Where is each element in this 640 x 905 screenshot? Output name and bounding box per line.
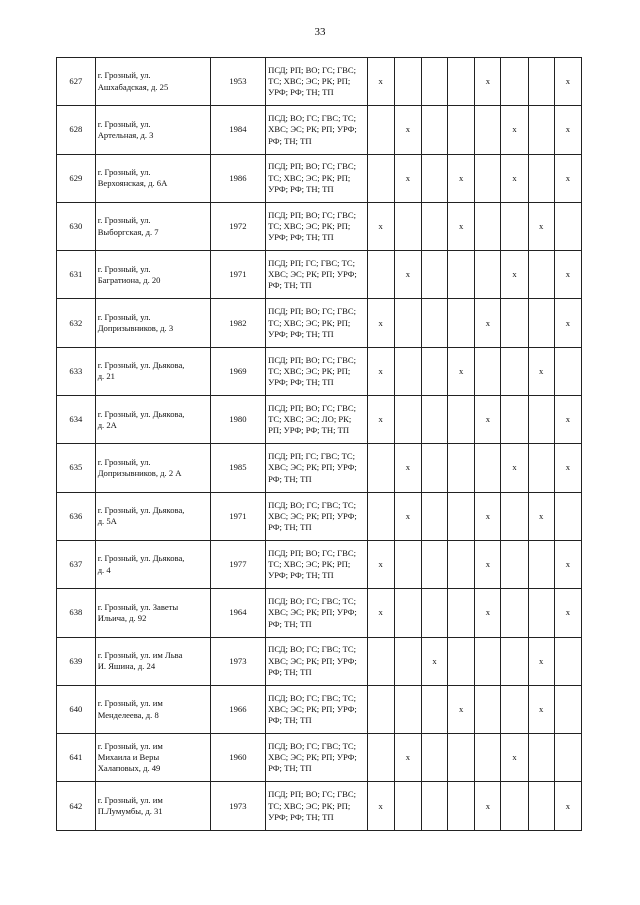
mark-cell	[394, 396, 421, 444]
works-cell: ПСД; РП; ВО; ГС; ГВС; ТС; ХВС; ЭС; РК; РП; УРФ; РФ; ТН; ТП	[266, 58, 367, 106]
address-line: Ильича, д. 92	[97, 612, 147, 623]
mark-cell: x	[448, 154, 475, 202]
mark-cell	[421, 347, 447, 395]
mark-cell	[448, 251, 475, 299]
works-cell: ПСД; РП; ГС; ГВС; ТС; ХВС; ЭС; РК; РП; УРФ; РФ; ТН; ТП	[266, 444, 367, 492]
row-number: 634	[57, 396, 96, 444]
year-cell: 1984	[210, 106, 265, 154]
mark-cell	[554, 492, 581, 540]
mark-cell	[448, 540, 475, 588]
works-cell: ПСД; ВО; ГС; ГВС; ТС; ХВС; ЭС; РК; РП; УРФ; РФ; ТН; ТП	[266, 589, 367, 637]
mark-cell	[367, 492, 394, 540]
mark-cell: x	[367, 396, 394, 444]
mark-cell	[475, 251, 501, 299]
mark-cell	[448, 106, 475, 154]
mark-cell: x	[501, 106, 528, 154]
mark-cell	[501, 589, 528, 637]
mark-cell	[501, 202, 528, 250]
address-cell	[95, 734, 210, 782]
table-body	[57, 58, 582, 831]
mark-cell	[448, 58, 475, 106]
year-cell: 1960	[210, 734, 265, 782]
mark-cell: x	[475, 492, 501, 540]
mark-cell	[528, 106, 554, 154]
works-cell: ПСД; ВО; ГС; ГВС; ТС; ХВС; ЭС; РК; РП; УРФ; РФ; ТН; ТП	[266, 106, 367, 154]
year-cell: 1964	[210, 589, 265, 637]
address-line: г. Грозный, ул. Дьякова,	[97, 408, 185, 419]
mark-cell	[421, 299, 447, 347]
address-line: г. Грозный, ул.	[97, 118, 151, 129]
mark-cell	[394, 685, 421, 733]
address-line: г. Грозный, ул.	[97, 311, 151, 322]
mark-cell	[367, 637, 394, 685]
mark-cell	[448, 637, 475, 685]
year-cell: 1969	[210, 347, 265, 395]
mark-cell: x	[367, 782, 394, 830]
mark-cell: x	[528, 637, 554, 685]
row-number: 635	[57, 444, 96, 492]
works-cell: ПСД; РП; ВО; ГС; ГВС; ТС; ХВС; ЭС; РК; РП; УРФ; РФ; ТН; ТП	[266, 299, 367, 347]
row-number: 632	[57, 299, 96, 347]
works-cell: ПСД; РП; ВО; ГС; ГВС; ТС; ХВС; ЭС; РК; РП; УРФ; РФ; ТН; ТП	[266, 540, 367, 588]
mark-cell	[448, 396, 475, 444]
mark-cell	[367, 106, 394, 154]
address-line: Ашхабадская, д. 25	[97, 81, 169, 92]
mark-cell: x	[554, 58, 581, 106]
row-number: 641	[57, 734, 96, 782]
register-table	[56, 57, 582, 831]
mark-cell: x	[448, 685, 475, 733]
address-cell	[95, 637, 210, 685]
mark-cell: x	[394, 106, 421, 154]
mark-cell	[501, 299, 528, 347]
mark-cell	[421, 444, 447, 492]
mark-cell	[394, 347, 421, 395]
works-cell: ПСД; РП; ВО; ГС; ГВС; ТС; ХВС; ЭС; РК; РП; УРФ; РФ; ТН; ТП	[266, 782, 367, 830]
address-line: г. Грозный, ул.	[97, 167, 151, 178]
table-row	[57, 540, 582, 588]
mark-cell: x	[554, 106, 581, 154]
mark-cell	[367, 154, 394, 202]
year-cell: 1966	[210, 685, 265, 733]
address-line: Халаповых, д. 49	[97, 763, 161, 774]
address-line: Допризывников, д. 2 А	[97, 468, 182, 479]
address-line: Артельная, д. 3	[97, 129, 154, 140]
mark-cell	[421, 734, 447, 782]
mark-cell: x	[394, 492, 421, 540]
mark-cell: x	[528, 685, 554, 733]
address-cell	[95, 685, 210, 733]
mark-cell	[394, 637, 421, 685]
mark-cell: x	[448, 347, 475, 395]
table-row	[57, 444, 582, 492]
row-number: 628	[57, 106, 96, 154]
mark-cell	[475, 202, 501, 250]
mark-cell	[501, 685, 528, 733]
works-cell: ПСД; ВО; ГС; ГВС; ТС; ХВС; ЭС; РК; РП; УРФ; РФ; ТН; ТП	[266, 637, 367, 685]
mark-cell	[394, 782, 421, 830]
address-line: д. 21	[97, 371, 115, 382]
address-line: д. 4	[97, 564, 111, 575]
address-line: г. Грозный, ул. Дьякова,	[97, 360, 185, 371]
address-line: Выборгская, д. 7	[97, 226, 159, 237]
address-cell	[95, 202, 210, 250]
mark-cell	[554, 202, 581, 250]
year-cell: 1971	[210, 251, 265, 299]
mark-cell	[528, 782, 554, 830]
mark-cell: x	[528, 492, 554, 540]
row-number: 633	[57, 347, 96, 395]
mark-cell: x	[394, 734, 421, 782]
row-number: 629	[57, 154, 96, 202]
row-number: 639	[57, 637, 96, 685]
row-number: 638	[57, 589, 96, 637]
mark-cell	[421, 685, 447, 733]
mark-cell: x	[528, 347, 554, 395]
address-line: П.Лумумбы, д. 31	[97, 806, 163, 817]
address-cell	[95, 299, 210, 347]
mark-cell	[475, 106, 501, 154]
address-cell	[95, 444, 210, 492]
mark-cell	[367, 685, 394, 733]
mark-cell	[475, 154, 501, 202]
mark-cell: x	[475, 782, 501, 830]
mark-cell	[421, 492, 447, 540]
address-cell	[95, 782, 210, 830]
works-cell: ПСД; ВО; ГС; ГВС; ТС; ХВС; ЭС; РК; РП; УРФ; РФ; ТН; ТП	[266, 734, 367, 782]
table-row	[57, 202, 582, 250]
table-row	[57, 734, 582, 782]
mark-cell: x	[475, 58, 501, 106]
mark-cell: x	[367, 540, 394, 588]
address-cell	[95, 251, 210, 299]
mark-cell: x	[554, 299, 581, 347]
works-cell: ПСД; РП; ВО; ГС; ГВС; ТС; ХВС; ЭС; РК; РП; УРФ; РФ; ТН; ТП	[266, 154, 367, 202]
mark-cell	[528, 540, 554, 588]
address-cell	[95, 154, 210, 202]
mark-cell	[501, 540, 528, 588]
year-cell: 1953	[210, 58, 265, 106]
mark-cell: x	[554, 589, 581, 637]
mark-cell: x	[448, 202, 475, 250]
address-line: г. Грозный, ул.	[97, 263, 151, 274]
mark-cell	[448, 782, 475, 830]
mark-cell	[554, 685, 581, 733]
table-row	[57, 637, 582, 685]
mark-cell	[394, 202, 421, 250]
year-cell: 1985	[210, 444, 265, 492]
year-cell: 1971	[210, 492, 265, 540]
mark-cell: x	[501, 444, 528, 492]
mark-cell: x	[501, 251, 528, 299]
mark-cell	[421, 106, 447, 154]
mark-cell	[501, 782, 528, 830]
address-cell	[95, 540, 210, 588]
address-line: г. Грозный, ул. Дьякова,	[97, 505, 185, 516]
table-row	[57, 251, 582, 299]
mark-cell	[448, 734, 475, 782]
address-cell	[95, 58, 210, 106]
works-cell: ПСД; РП; ВО; ГС; ГВС; ТС; ХВС; ЭС; ЛО; РК; РП; УРФ; РФ; ТН; ТП	[266, 396, 367, 444]
mark-cell: x	[528, 202, 554, 250]
year-cell: 1973	[210, 637, 265, 685]
row-number: 630	[57, 202, 96, 250]
address-line: г. Грозный, ул. им Льва	[97, 650, 183, 660]
address-cell	[95, 347, 210, 395]
table-row	[57, 154, 582, 202]
table-row	[57, 782, 582, 830]
address-line: г. Грозный, ул. им	[97, 698, 163, 709]
mark-cell	[528, 396, 554, 444]
mark-cell: x	[501, 154, 528, 202]
row-number: 642	[57, 782, 96, 830]
mark-cell	[394, 58, 421, 106]
address-cell	[95, 106, 210, 154]
mark-cell	[501, 492, 528, 540]
works-cell: ПСД; ВО; ГС; ГВС; ТС; ХВС; ЭС; РК; РП; УРФ; РФ; ТН; ТП	[266, 492, 367, 540]
mark-cell: x	[554, 540, 581, 588]
mark-cell: x	[367, 347, 394, 395]
table-row	[57, 589, 582, 637]
mark-cell	[394, 540, 421, 588]
mark-cell	[394, 589, 421, 637]
mark-cell: x	[394, 444, 421, 492]
mark-cell	[475, 637, 501, 685]
year-cell: 1982	[210, 299, 265, 347]
mark-cell	[367, 444, 394, 492]
row-number: 637	[57, 540, 96, 588]
year-cell: 1977	[210, 540, 265, 588]
address-line: д. 5А	[97, 516, 117, 527]
mark-cell	[367, 251, 394, 299]
mark-cell	[554, 637, 581, 685]
mark-cell	[528, 251, 554, 299]
mark-cell	[421, 251, 447, 299]
address-line: Михаила и Веры	[97, 752, 160, 763]
mark-cell	[475, 444, 501, 492]
address-cell	[95, 492, 210, 540]
mark-cell: x	[554, 154, 581, 202]
table-row	[57, 106, 582, 154]
mark-cell	[448, 589, 475, 637]
mark-cell: x	[394, 154, 421, 202]
page-number: 33	[314, 26, 326, 38]
row-number: 636	[57, 492, 96, 540]
table-row	[57, 58, 582, 106]
address-line: Багратиона, д. 20	[97, 274, 161, 285]
address-line: г. Грозный, ул.	[97, 70, 151, 81]
mark-cell: x	[421, 637, 447, 685]
address-line: Допризывников, д. 3	[97, 323, 174, 334]
address-line: Верхоянская, д. 6А	[97, 178, 168, 189]
mark-cell	[421, 202, 447, 250]
mark-cell: x	[394, 251, 421, 299]
mark-cell: x	[501, 734, 528, 782]
works-cell: ПСД; РП; ВО; ГС; ГВС; ТС; ХВС; ЭС; РК; РП; УРФ; РФ; ТН; ТП	[266, 347, 367, 395]
mark-cell: x	[367, 58, 394, 106]
address-line: г. Грозный, ул. им	[97, 794, 163, 805]
row-number: 627	[57, 58, 96, 106]
mark-cell: x	[367, 299, 394, 347]
address-line: г. Грозный, ул.	[97, 215, 151, 226]
mark-cell	[421, 154, 447, 202]
mark-cell	[501, 58, 528, 106]
year-cell: 1986	[210, 154, 265, 202]
mark-cell: x	[475, 396, 501, 444]
year-cell: 1980	[210, 396, 265, 444]
row-number: 631	[57, 251, 96, 299]
table-row	[57, 347, 582, 395]
address-line: г. Грозный, ул. Заветы	[97, 601, 179, 612]
mark-cell: x	[367, 202, 394, 250]
address-cell	[95, 396, 210, 444]
table-row	[57, 685, 582, 733]
mark-cell: x	[475, 589, 501, 637]
works-cell: ПСД; ВО; ГС; ГВС; ТС; ХВС; ЭС; РК; РП; УРФ; РФ; ТН; ТП	[266, 685, 367, 733]
mark-cell	[501, 347, 528, 395]
mark-cell	[528, 734, 554, 782]
mark-cell: x	[475, 540, 501, 588]
mark-cell: x	[367, 589, 394, 637]
address-line: г. Грозный, ул.	[97, 456, 151, 467]
mark-cell	[528, 444, 554, 492]
address-line: г. Грозный, ул. им	[97, 741, 163, 751]
mark-cell	[501, 637, 528, 685]
mark-cell: x	[554, 782, 581, 830]
mark-cell	[554, 734, 581, 782]
address-line: д. 2А	[97, 419, 117, 430]
mark-cell	[421, 58, 447, 106]
mark-cell	[528, 154, 554, 202]
address-line: И. Яшина, д. 24	[97, 661, 156, 672]
mark-cell	[528, 589, 554, 637]
mark-cell	[448, 299, 475, 347]
mark-cell	[528, 58, 554, 106]
works-cell: ПСД; РП; ГС; ГВС; ТС; ХВС; ЭС; РК; РП; УРФ; РФ; ТН; ТП	[266, 251, 367, 299]
mark-cell	[421, 782, 447, 830]
mark-cell: x	[554, 251, 581, 299]
mark-cell	[421, 589, 447, 637]
address-cell	[95, 589, 210, 637]
mark-cell	[421, 396, 447, 444]
mark-cell	[501, 396, 528, 444]
mark-cell: x	[554, 444, 581, 492]
mark-cell	[475, 347, 501, 395]
mark-cell	[475, 734, 501, 782]
year-cell: 1973	[210, 782, 265, 830]
mark-cell	[475, 685, 501, 733]
mark-cell	[448, 492, 475, 540]
mark-cell	[554, 347, 581, 395]
mark-cell	[448, 444, 475, 492]
row-number: 640	[57, 685, 96, 733]
year-cell: 1972	[210, 202, 265, 250]
mark-cell	[421, 540, 447, 588]
table-row	[57, 492, 582, 540]
address-line: Менделеева, д. 8	[97, 709, 159, 720]
address-line: г. Грозный, ул. Дьякова,	[97, 553, 185, 564]
works-cell: ПСД; РП; ВО; ГС; ГВС; ТС; ХВС; ЭС; РК; РП; УРФ; РФ; ТН; ТП	[266, 202, 367, 250]
table-row	[57, 396, 582, 444]
mark-cell	[367, 734, 394, 782]
mark-cell	[528, 299, 554, 347]
mark-cell: x	[554, 396, 581, 444]
mark-cell: x	[475, 299, 501, 347]
table-row	[57, 299, 582, 347]
mark-cell	[394, 299, 421, 347]
